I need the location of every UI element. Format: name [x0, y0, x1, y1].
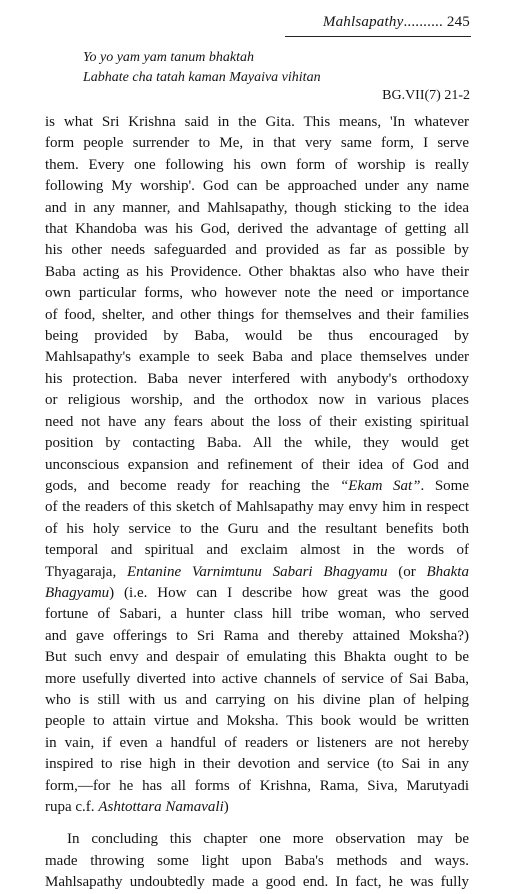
text-line: being provided by Baba, would be thus encouraged by	[45, 328, 469, 345]
text-line: of his holy service to the Guru and the resultant benefits both	[45, 520, 469, 537]
text-fragment: )	[223, 799, 229, 815]
ashtottara-title: Ashtottara Namavali	[98, 799, 224, 815]
verse-citation: BG.VII(7) 21-2	[382, 88, 470, 103]
paragraph-gap	[45, 818, 469, 829]
text-line: is what Sri Krishna said in the Gita. This means, 'In whatever	[45, 114, 469, 130]
text-line: own particular forms, who however note the need or importance	[45, 285, 469, 302]
text-line: that Khandoba was his God, derived the advantage of getting all	[45, 221, 469, 238]
text-line: and gave offerings to Sri Rama and thereby attained Moksha?)	[45, 627, 469, 644]
song-title: Entanine Varnimtunu Sabari Bhagyamu	[126, 563, 388, 580]
text-line: more usefully diverted into active channels of service of Sai Baba,	[45, 670, 469, 687]
sanskrit-verse	[83, 48, 321, 88]
text-fragment: rupa c.f.	[45, 799, 99, 815]
running-title: Mahlsapathy	[322, 14, 404, 30]
text-line: But such envy and despair of emulating this Bhakta ought to be	[45, 649, 469, 666]
text-line: form people surrender to Me, in that very same form, I serve	[45, 135, 469, 152]
text-line	[45, 583, 469, 604]
ekam-sat-phrase: “Ekam Sat”	[339, 477, 421, 494]
text-fragment: ) (i.e. How can I describe how great was the good	[109, 584, 469, 601]
text-fragment: gods, and become ready for reaching the	[45, 477, 340, 494]
text-line	[45, 476, 469, 497]
text-line: Baba acting as his Providence. Other bhaktas also who have their	[45, 263, 469, 280]
text-line	[45, 562, 469, 583]
text-line: form,—for he has all forms of Krishna, Rama, Siva, Marutyadi	[45, 777, 469, 794]
text-line: of food, shelter, and other things for themselves and their families	[45, 306, 469, 323]
text-line: Mahlsapathy's example to seek Baba and place themselves under	[45, 349, 469, 366]
verse-line-2: Labhate cha tatah kaman Mayaiva vihitan	[83, 70, 321, 85]
song-alt-title-cont: Bhagyamu	[45, 584, 110, 601]
text-line: or religious worship, and the orthodox now in various places	[45, 392, 469, 409]
header-rule	[285, 36, 471, 37]
text-line: people to attain virtue and Moksha. This book would be written	[45, 713, 469, 730]
text-line: who is still with us and carrying on his divine plan of helping	[45, 691, 469, 708]
text-line: temporal and spiritual and exclaim almost in the words of	[45, 542, 469, 559]
header-leader-dots: ..........	[403, 14, 443, 30]
text-line: fortune of Sabari, a hunter class hill tribe woman, who served	[45, 606, 469, 623]
text-line: Mahlsapathy undoubtedly made a good end. In fact, he was fully	[45, 874, 469, 891]
text-line	[45, 797, 469, 818]
text-line: his other needs safeguarded and provided as far as possible by	[45, 242, 469, 259]
text-line: made throwing some light upon Baba's methods and ways.	[45, 852, 469, 869]
text-line: them. Every one following his own form of worship is really	[45, 156, 469, 173]
text-line: in vain, if even a handful of readers or listeners are not hereby	[45, 734, 469, 751]
text-line: and in any manner, and Mahlsapathy, though sticking to the idea	[45, 199, 469, 216]
text-line: following My worship'. God can be approached under any name	[45, 178, 469, 195]
text-line: need not have any fears about the loss of their existing spiritual	[45, 413, 469, 430]
text-fragment: . Some	[420, 477, 469, 494]
text-fragment: Thyagaraja,	[45, 563, 127, 580]
page-number: 245	[446, 14, 470, 30]
text-fragment: (or	[387, 563, 427, 580]
verse-line-1: Yo yo yam yam tanum bhaktah	[83, 50, 254, 65]
text-line: position by contacting Baba. All the while, they would get	[45, 435, 469, 452]
body-text	[45, 112, 469, 894]
text-line: inspired to rise high in their devotion and service (to Sai in any	[45, 756, 469, 773]
text-line: In concluding this chapter one more observation may be	[67, 831, 469, 848]
text-line: his protection. Baba never interfered with anybody's orthodoxy	[45, 370, 469, 387]
song-alt-title: Bhakta	[426, 563, 469, 580]
text-line: of the readers of this sketch of Mahlsapathy may envy him in respect	[45, 499, 469, 516]
text-line: unconscious expansion and refinement of their idea of God and	[45, 456, 469, 473]
page-header	[323, 14, 470, 31]
